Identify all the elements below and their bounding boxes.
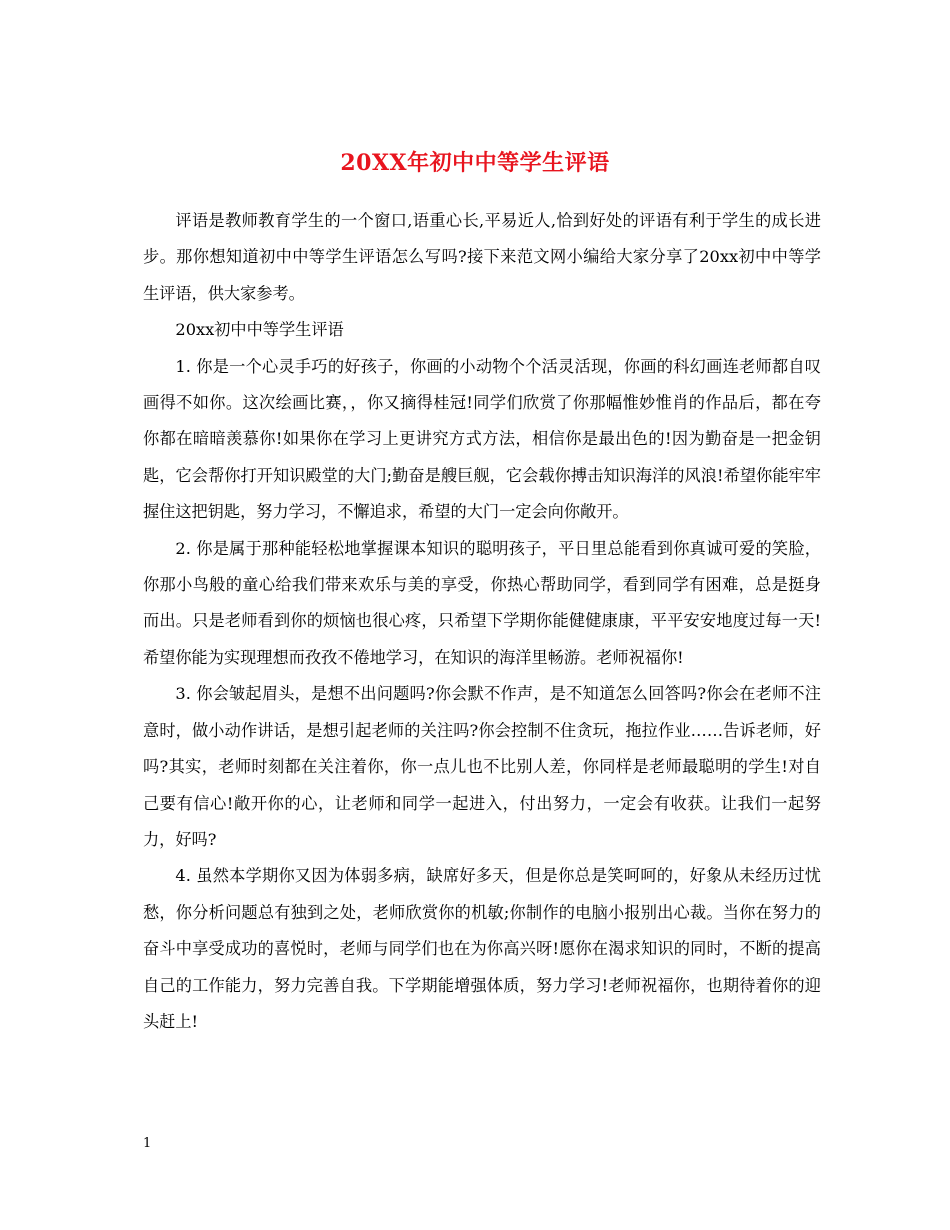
page-number: 1 xyxy=(143,1136,152,1151)
page-title: 20XX年初中中等学生评语 xyxy=(340,149,610,176)
section-heading: 20xx初中中等学生评语 xyxy=(175,320,344,340)
comment-paragraph-2: 2. 你是属于那种能轻松地掌握课本知识的聪明孩子，平日里总能看到你真诚可爱的笑脸，你那小鸟般的童心给我们带来欢乐与美的享受，你热心帮助同学，看到同学有困难，总是挺身而出。只是老师看到你的烦恼也很心疼，只希望下学期你能健健康康，平平安安地度过每一天!希望你能为实现理想而孜孜不倦地学习，在知识的海洋里畅游。老师祝福你! xyxy=(143,538,821,667)
intro-paragraph: 评语是教师教育学生的一个窗口,语重心长,平易近人,恰到好处的评语有利于学生的成长进步。那你想知道初中中等学生评语怎么写吗?接下来范文网小编给大家分享了20xx初中中等学生评语，供大家参考。 xyxy=(143,211,821,303)
comment-paragraph-1: 1. 你是一个心灵手巧的好孩子，你画的小动物个个活灵活现，你画的科幻画连老师都自叹画得不如你。这次绘画比赛，，你又摘得桂冠!同学们欣赏了你那幅惟妙惟肖的作品后，都在夸你都在暗暗羡慕你!如果你在学习上更讲究方式方法，相信你是最出色的!因为勤奋是一把金钥匙，它会帮你打开知识殿堂的大门;勤奋是艘巨舰，它会载你搏击知识海洋的风浪!希望你能牢牢握住这把钥匙，努力学习，不懈追求，希望的大门一定会向你敞开。 xyxy=(143,356,821,522)
comment-paragraph-4: 4. 虽然本学期你又因为体弱多病，缺席好多天，但是你总是笑呵呵的，好象从未经历过忧愁，你分析问题总有独到之处，老师欣赏你的机敏;你制作的电脑小报别出心裁。当你在努力的奋斗中享受成功的喜悦时，老师与同学们也在为你高兴呀!愿你在渴求知识的同时，不断的提高自己的工作能力，努力完善自我。下学期能增强体质，努力学习!老师祝福你，也期待着你的迎头赶上! xyxy=(143,866,821,1031)
document-body xyxy=(143,203,821,1040)
comment-paragraph-3: 3. 你会皱起眉头，是想不出问题吗?你会默不作声，是不知道怎么回答吗?你会在老师不注意时，做小动作讲话，是想引起老师的关注吗?你会控制不住贪玩，拖拉作业……告诉老师，好吗?其实，老师时刻都在关注着你，你一点儿也不比别人差，你同样是老师最聪明的学生!对自己要有信心!敞开你的心，让老师和同学一起进入，付出努力，一定会有收获。让我们一起努力，好吗? xyxy=(143,684,821,849)
